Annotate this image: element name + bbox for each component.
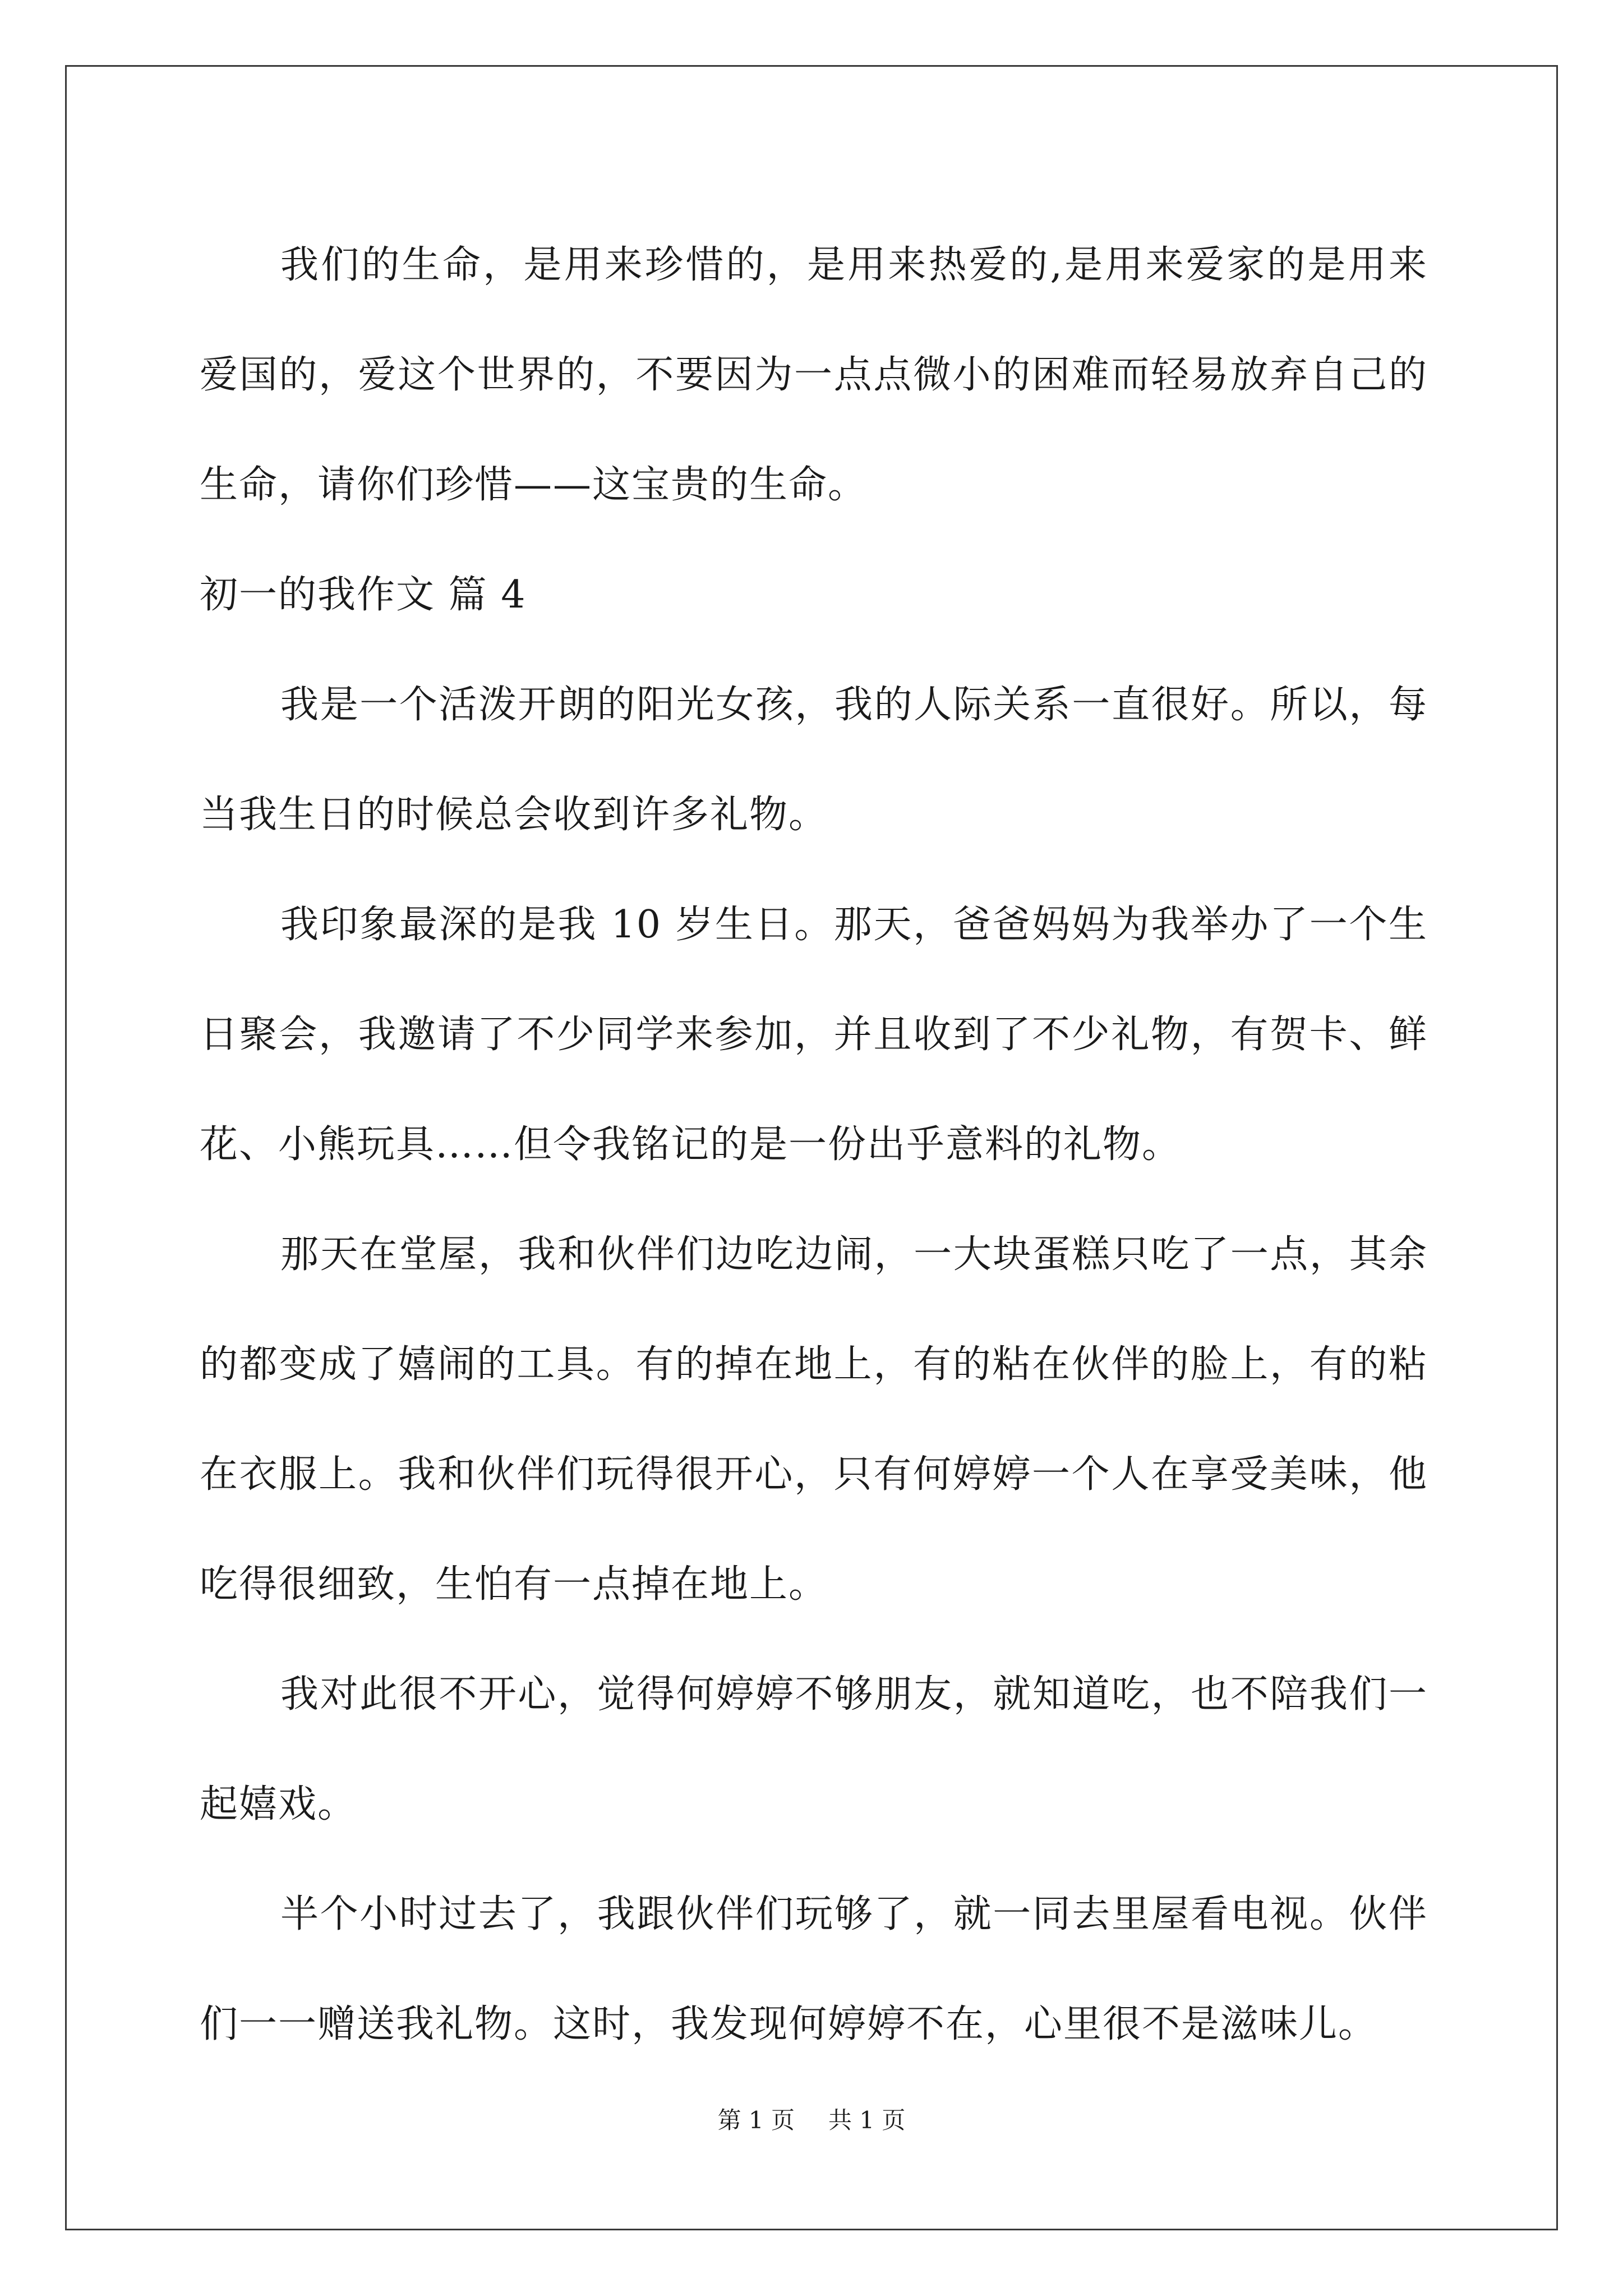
page-total: 共 1 页 (828, 2106, 906, 2134)
paragraph: 我对此很不开心，觉得何婷婷不够朋友，就知道吃，也不陪我们一起嬉戏。 (200, 1672, 1428, 1826)
paragraph: 那天在堂屋，我和伙伴们边吃边闹，一大块蛋糕只吃了一点，其余的都变成了嬉闹的工具。有的掉在地上，有的粘在伙伴的脸上，有的粘在衣服上。我和伙伴们玩得很开心，只有何婷婷一个人在享受美味，他吃得很细致，生怕有一点掉在地上。 (200, 1232, 1428, 1607)
page-number: 第 1 页 (717, 2106, 795, 2134)
paragraph: 我印象最深的是我 10 岁生日。那天，爸爸妈妈为我举办了一个生日聚会，我邀请了不少同学来参加，并且收到了不少礼物，有贺卡、鲜花、小熊玩具……但令我铭记的是一份出乎意料的礼物。 (200, 903, 1428, 1167)
page-footer (0, 2104, 1623, 2137)
paragraph: 我们的生命，是用来珍惜的，是用来热爱的,是用来爱家的是用来爱国的，爱这个世界的，不要因为一点点微小的困难而轻易放弃自己的生命，请你们珍惜——这宝贵的生命。 (200, 243, 1428, 507)
document-body (200, 210, 1428, 2079)
paragraph: 半个小时过去了，我跟伙伴们玩够了，就一同去里屋看电视。伙伴们一一赠送我礼物。这时，我发现何婷婷不在，心里很不是滋味儿。 (200, 1892, 1428, 2046)
section-heading: 初一的我作文 篇 4 (200, 573, 527, 617)
paragraph: 我是一个活泼开朗的阳光女孩，我的人际关系一直很好。所以，每当我生日的时候总会收到许多礼物。 (200, 683, 1428, 837)
